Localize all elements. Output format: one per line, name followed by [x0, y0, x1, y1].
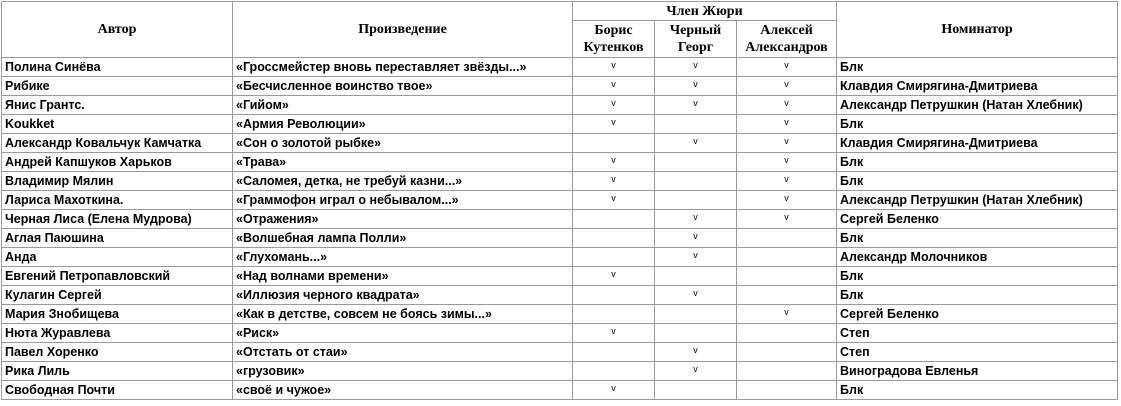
work-cell: «Глухомань...»	[233, 248, 573, 267]
mark-cell-member-1	[573, 248, 655, 267]
mark-cell-member-3: v	[737, 153, 837, 172]
header-author: Автор	[2, 2, 233, 58]
author-cell: Анда	[2, 248, 233, 267]
mark-cell-member-2: v	[655, 77, 737, 96]
mark-cell-member-2: v	[655, 286, 737, 305]
mark-cell-member-3: v	[737, 172, 837, 191]
table-row	[2, 134, 1118, 153]
table-row	[2, 381, 1118, 400]
author-cell: Янис Грантс.	[2, 96, 233, 115]
mark-cell-member-2	[655, 191, 737, 210]
table-row	[2, 115, 1118, 134]
mark-cell-member-1	[573, 286, 655, 305]
work-cell: «Сон о золотой рыбке»	[233, 134, 573, 153]
nominator-cell: Блк	[837, 267, 1118, 286]
table-row	[2, 362, 1118, 381]
work-cell: «Саломея, детка, не требуй казни...»	[233, 172, 573, 191]
author-cell: Лариса Махоткина.	[2, 191, 233, 210]
header-jury: Член Жюри	[573, 2, 837, 21]
table-row	[2, 58, 1118, 77]
mark-cell-member-2: v	[655, 58, 737, 77]
mark-cell-member-2	[655, 153, 737, 172]
table-row	[2, 96, 1118, 115]
mark-cell-member-3: v	[737, 96, 837, 115]
author-cell: Андрей Капшуков Харьков	[2, 153, 233, 172]
mark-cell-member-1: v	[573, 96, 655, 115]
table-row	[2, 77, 1118, 96]
mark-cell-member-1: v	[573, 381, 655, 400]
table-body	[2, 58, 1118, 400]
nominator-cell: Блк	[837, 381, 1118, 400]
work-cell: «Как в детстве, совсем не боясь зимы...»	[233, 305, 573, 324]
table-row	[2, 267, 1118, 286]
header-member-3-last: Александров	[745, 40, 828, 55]
author-cell: Koukket	[2, 115, 233, 134]
mark-cell-member-3	[737, 267, 837, 286]
mark-cell-member-1: v	[573, 58, 655, 77]
mark-cell-member-3: v	[737, 58, 837, 77]
author-cell: Владимир Мялин	[2, 172, 233, 191]
work-cell: «Бесчисленное воинство твое»	[233, 77, 573, 96]
mark-cell-member-1	[573, 362, 655, 381]
nominator-cell: Блк	[837, 153, 1118, 172]
nominator-cell: Клавдия Смирягина-Дмитриева	[837, 134, 1118, 153]
work-cell: «Волшебная лампа Полли»	[233, 229, 573, 248]
header-nominator: Номинатор	[837, 2, 1118, 58]
author-cell: Нюта Журавлева	[2, 324, 233, 343]
table-row	[2, 343, 1118, 362]
mark-cell-member-3	[737, 343, 837, 362]
work-cell: «грузовик»	[233, 362, 573, 381]
work-cell: «Над волнами времени»	[233, 267, 573, 286]
mark-cell-member-2: v	[655, 96, 737, 115]
author-cell: Рибике	[2, 77, 233, 96]
nominator-cell: Сергей Беленко	[837, 305, 1118, 324]
mark-cell-member-1: v	[573, 77, 655, 96]
mark-cell-member-1	[573, 134, 655, 153]
mark-cell-member-2	[655, 172, 737, 191]
mark-cell-member-2: v	[655, 229, 737, 248]
mark-cell-member-1: v	[573, 324, 655, 343]
mark-cell-member-1: v	[573, 172, 655, 191]
header-member-3	[737, 21, 837, 58]
mark-cell-member-2: v	[655, 210, 737, 229]
mark-cell-member-1	[573, 210, 655, 229]
jury-table	[1, 1, 1118, 400]
table-row	[2, 153, 1118, 172]
work-cell: «своё и чужое»	[233, 381, 573, 400]
work-cell: «Иллюзия черного квадрата»	[233, 286, 573, 305]
nominator-cell: Александр Молочников	[837, 248, 1118, 267]
author-cell: Аглая Паюшина	[2, 229, 233, 248]
mark-cell-member-3: v	[737, 77, 837, 96]
table-row	[2, 229, 1118, 248]
header-member-1-first: Борис	[594, 23, 633, 38]
header-member-1-last: Кутенков	[583, 40, 644, 55]
table-row	[2, 210, 1118, 229]
nominator-cell: Степ	[837, 324, 1118, 343]
mark-cell-member-3	[737, 229, 837, 248]
author-cell: Свободная Почти	[2, 381, 233, 400]
nominator-cell: Блк	[837, 115, 1118, 134]
mark-cell-member-2: v	[655, 343, 737, 362]
nominator-cell: Клавдия Смирягина-Дмитриева	[837, 77, 1118, 96]
work-cell: «Трава»	[233, 153, 573, 172]
header-member-2-first: Черный	[669, 23, 722, 38]
nominator-cell: Александр Петрушкин (Натан Хлебник)	[837, 96, 1118, 115]
mark-cell-member-1: v	[573, 115, 655, 134]
nominator-cell: Блк	[837, 172, 1118, 191]
nominator-cell: Степ	[837, 343, 1118, 362]
work-cell: «Отражения»	[233, 210, 573, 229]
mark-cell-member-3: v	[737, 191, 837, 210]
mark-cell-member-2	[655, 267, 737, 286]
mark-cell-member-3	[737, 381, 837, 400]
author-cell: Кулагин Сергей	[2, 286, 233, 305]
author-cell: Черная Лиса (Елена Мудрова)	[2, 210, 233, 229]
work-cell: «Гийом»	[233, 96, 573, 115]
nominator-cell: Александр Петрушкин (Натан Хлебник)	[837, 191, 1118, 210]
nominator-cell: Блк	[837, 229, 1118, 248]
table-row	[2, 172, 1118, 191]
mark-cell-member-3: v	[737, 115, 837, 134]
mark-cell-member-3	[737, 286, 837, 305]
author-cell: Александр Ковальчук Камчатка	[2, 134, 233, 153]
work-cell: «Риск»	[233, 324, 573, 343]
work-cell: «Армия Революции»	[233, 115, 573, 134]
mark-cell-member-1: v	[573, 191, 655, 210]
mark-cell-member-2	[655, 324, 737, 343]
author-cell: Полина Синёва	[2, 58, 233, 77]
table-row	[2, 305, 1118, 324]
author-cell: Павел Хоренко	[2, 343, 233, 362]
mark-cell-member-3: v	[737, 210, 837, 229]
header-member-2-last: Георг	[677, 40, 714, 55]
mark-cell-member-1	[573, 343, 655, 362]
nominator-cell: Сергей Беленко	[837, 210, 1118, 229]
table-row	[2, 191, 1118, 210]
mark-cell-member-2	[655, 115, 737, 134]
header-member-1	[573, 21, 655, 58]
mark-cell-member-3: v	[737, 134, 837, 153]
work-cell: «Граммофон играл о небывалом...»	[233, 191, 573, 210]
mark-cell-member-3	[737, 248, 837, 267]
table-row	[2, 324, 1118, 343]
header-member-2	[655, 21, 737, 58]
nominator-cell: Блк	[837, 286, 1118, 305]
mark-cell-member-2	[655, 381, 737, 400]
header-member-3-first: Алексей	[760, 23, 813, 38]
mark-cell-member-3	[737, 362, 837, 381]
mark-cell-member-1: v	[573, 267, 655, 286]
mark-cell-member-3: v	[737, 305, 837, 324]
author-cell: Рика Лиль	[2, 362, 233, 381]
mark-cell-member-2: v	[655, 248, 737, 267]
table-row	[2, 248, 1118, 267]
mark-cell-member-2	[655, 305, 737, 324]
mark-cell-member-1	[573, 229, 655, 248]
work-cell: «Отстать от стаи»	[233, 343, 573, 362]
mark-cell-member-2: v	[655, 134, 737, 153]
work-cell: «Гроссмейстер вновь переставляет звёзды...»	[233, 58, 573, 77]
author-cell: Мария Знобищева	[2, 305, 233, 324]
mark-cell-member-2: v	[655, 362, 737, 381]
mark-cell-member-1: v	[573, 153, 655, 172]
nominator-cell: Блк	[837, 58, 1118, 77]
mark-cell-member-1	[573, 305, 655, 324]
nominator-cell: Виноградова Евленья	[837, 362, 1118, 381]
mark-cell-member-3	[737, 324, 837, 343]
author-cell: Евгений Петропавловский	[2, 267, 233, 286]
table-row	[2, 286, 1118, 305]
header-work: Произведение	[233, 2, 573, 58]
